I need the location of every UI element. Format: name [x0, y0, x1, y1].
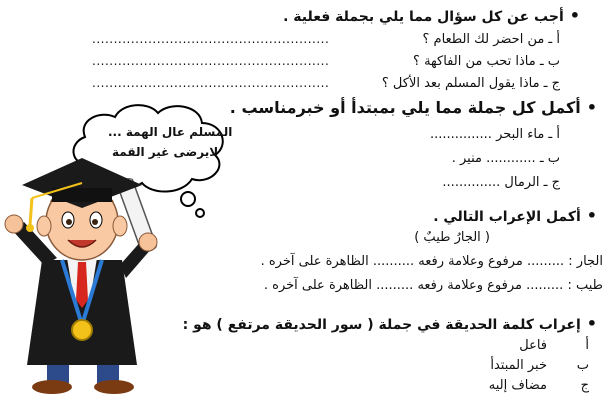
section3-line-1: الجار : ......... مرفوع وعلامة رفعه .......... الظاهرة على آخره .	[260, 254, 603, 269]
bullet: •	[569, 6, 580, 25]
option-letter-a: أ	[585, 338, 589, 353]
option-letter-b: ب	[576, 358, 589, 373]
answer-line-c: .......................................................	[92, 76, 330, 90]
section1-item-b: ب ـ ماذا تحب من الفاكهة ؟	[413, 54, 560, 69]
option-text-c: مضاف إليه	[488, 378, 547, 393]
bullet: •	[586, 206, 597, 225]
section4-title: •إعراب كلمة الحديقة في جملة ( سور الحديقة مرتفع ) هو :	[182, 314, 597, 333]
bullet: •	[586, 314, 597, 333]
bullet: •	[586, 98, 597, 117]
thought-line-1: المسلم عال الهمة ...	[108, 125, 233, 139]
section2-title: •أكمل كل جملة مما يلي بمبتدأ أو خبرمناسب .	[229, 98, 597, 117]
section1-item-a: أ ـ من احضر لك الطعام ؟	[422, 32, 560, 47]
graduate-boy-illustration	[2, 140, 167, 395]
option-text-a: فاعل	[519, 338, 547, 353]
section2-item-c: ج ـ الرمال ..............	[442, 175, 560, 190]
option-text-b: خبر المبتدأ	[490, 358, 547, 373]
section3-title: •أكمل الإعراب التالي .	[433, 206, 597, 225]
section3-line-2: طيب : ......... مرفوع وعلامة رفعه ......... الظاهرة على آخره .	[263, 278, 603, 293]
answer-line-a: .......................................................	[92, 32, 330, 46]
section2-item-a: أ ـ ماء البحر ...............	[429, 127, 560, 142]
thought-line-2: لايرضى غير القمة	[112, 145, 219, 159]
section1-item-c: ج ـ ماذا يقول المسلم بعد الأكل ؟	[381, 76, 560, 91]
answer-line-b: .......................................................	[92, 54, 330, 68]
section3-sentence: ( الجارُ طيبٌ )	[414, 230, 490, 245]
section1-title: •أجب عن كل سؤال مما يلي بجملة فعلية .	[283, 6, 580, 25]
section2-item-b: ب ـ ............ منير .	[451, 151, 560, 166]
option-letter-c: ج	[580, 378, 589, 393]
